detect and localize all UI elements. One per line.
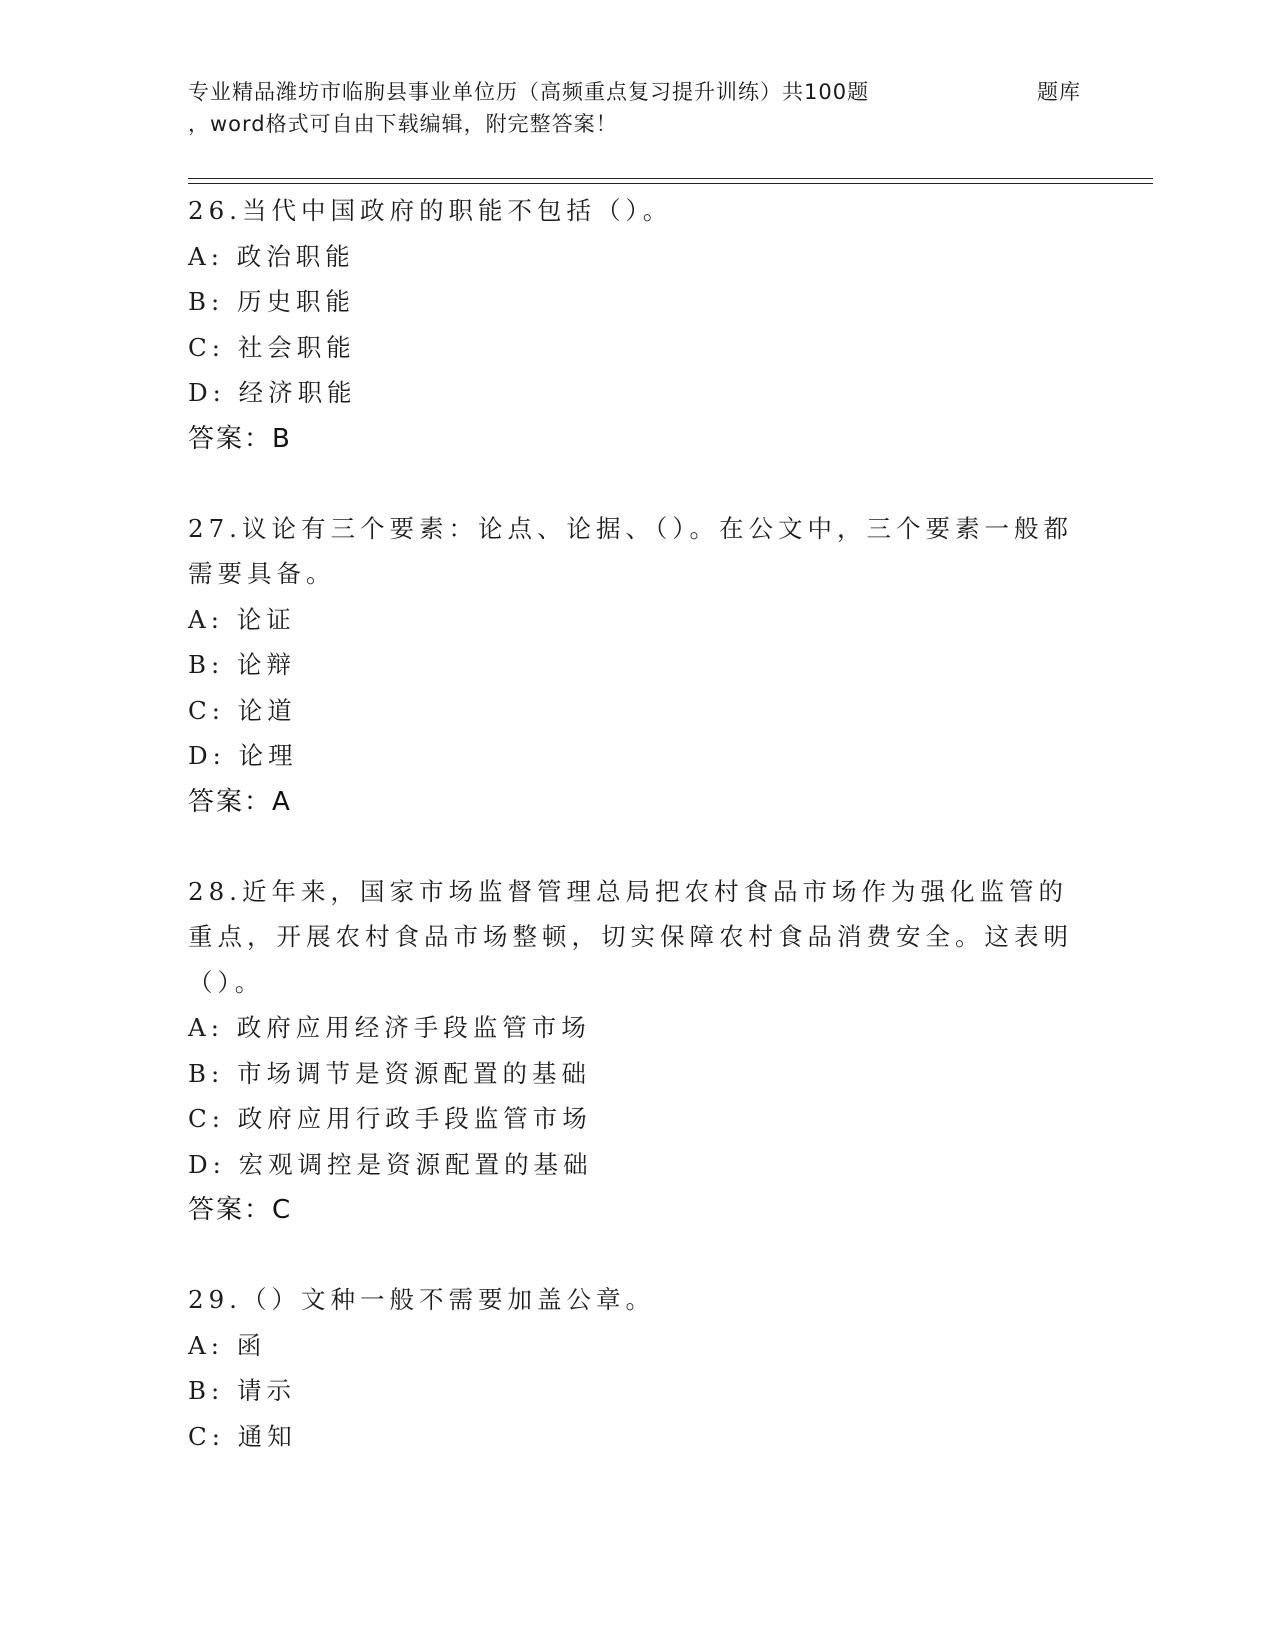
option-d: D: 论理 — [188, 741, 298, 770]
option-a: A: 政府应用经济手段监管市场 — [188, 1013, 591, 1042]
option-b: B: 论辩 — [188, 650, 297, 679]
document-header — [188, 76, 1148, 140]
answer: 答案：B — [188, 423, 292, 454]
option-d: D: 经济职能 — [188, 378, 357, 407]
question-stem: 26.当代中国政府的职能不包括（）。 — [188, 196, 673, 225]
option-c: C: 论道 — [188, 695, 297, 725]
header-divider-top — [188, 178, 1153, 179]
option-b: B: 历史职能 — [188, 287, 356, 316]
option-d: D: 宏观调控是资源配置的基础 — [188, 1149, 593, 1179]
question-list — [188, 188, 1078, 1503]
question-26 — [188, 188, 1078, 462]
question-28 — [188, 869, 1078, 1234]
header-tag: 题库 — [1037, 80, 1081, 104]
question-stem: 27.议论有三个要素：论点、论据、（）。在公文中，三个要素一般都需要具备。 — [188, 513, 1073, 588]
option-a: A: 政治职能 — [188, 241, 355, 271]
question-stem: 29.（）文种一般不需要加盖公章。 — [188, 1285, 655, 1314]
option-c: C: 政府应用行政手段监管市场 — [188, 1104, 592, 1133]
option-c: C: 通知 — [188, 1421, 297, 1451]
option-a: A: 函 — [188, 1330, 267, 1360]
header-divider-bottom — [188, 183, 1153, 184]
document-subtitle: ，word格式可自由下载编辑，附完整答案！ — [188, 112, 618, 136]
question-29 — [188, 1277, 1078, 1459]
option-c: C: 社会职能 — [188, 332, 356, 362]
question-stem: 28.近年来，国家市场监督管理总局把农村食品市场作为强化监管的重点，开展农村食品市场整顿，切实保障农村食品消费安全。这表明（）。 — [188, 876, 1073, 997]
option-a: A: 论证 — [188, 604, 296, 634]
document-title: 专业精品潍坊市临朐县事业单位历（高频重点复习提升训练）共100题 — [188, 80, 870, 104]
answer: 答案：C — [188, 1195, 293, 1225]
question-27 — [188, 506, 1078, 825]
option-b: B: 市场调节是资源配置的基础 — [188, 1058, 592, 1088]
option-b: B: 请示 — [188, 1376, 297, 1405]
header-line-1 — [188, 76, 1081, 108]
answer: 答案：A — [188, 786, 292, 817]
